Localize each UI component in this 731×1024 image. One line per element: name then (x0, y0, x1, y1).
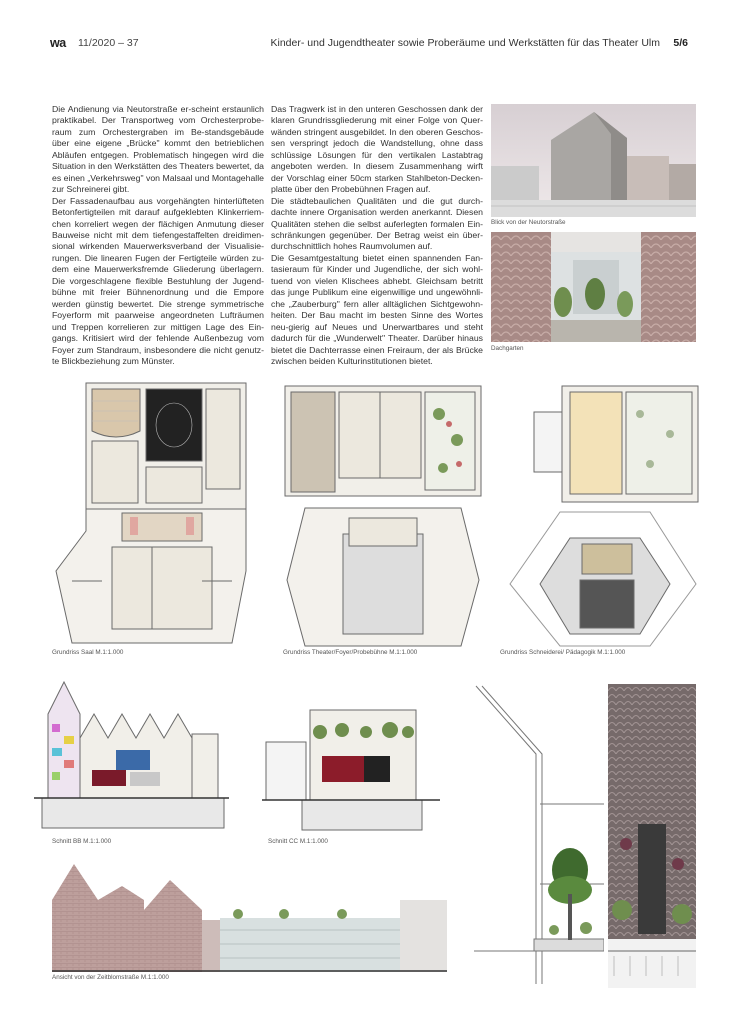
caption-plan-3: Grundriss Schneiderei/ Pädagogik M.1:1.000 (500, 649, 626, 656)
floor-plan-saal (52, 381, 252, 647)
paragraph: Die Andienung via Neutorstraße er-scheint erstaunlich praktikabel. Der Transportweg vom Orchesterprobe-raum zum Orchestergraben im Be-standsgebäude über eine eigene „Brücke" kommt den betrieblichen Abläufen entgegen. Problematisch hingegen wird die Situation in den Werkstätten des Theaters bewertet, da es einen „Verkehrsweg" von Malsaal und Montagehalle zur Schreinerei gibt. (52, 104, 264, 195)
page-header (50, 37, 688, 51)
floor-plan-schneiderei (500, 384, 700, 648)
paragraph: Der Fassadenaufbau aus vorgehängten hinterlüfteten Betonfertigteilen mit darauf aufgeklebten Klinkerriem-chen korreliert wegen der flächigen Anmutung dieser Bauweise nicht mit dem tiefengestaffelten dreidimen-sional wirkenden Mauerwerksverband der Visualisie-rungen. Die linearen Fugen der Fertigteile würden zu-dem eine Mauerwerksfremde Gliederung überlagern. Die vorgeschlagene flexible Bestuhlung der Jugend-bühne mit freier Bühnenordnung und die Empore werden günstig bewertet. Die strenge symmetrische Foyerform mit paarweise angeordneten Lufträumen und Treppen korrelieren zur mittigen Lage des Ein-gangs. Kritisiert wird der fehlende Außenbezug vom Foyer zum Standraum, insbesondere die nicht genutz-te Blickbeziehung zum Münster. (52, 195, 264, 366)
facade-detail-elevation (608, 684, 696, 988)
caption-render-2: Dachgarten (491, 345, 524, 352)
caption-section-bb: Schnitt BB M.1:1.000 (52, 838, 112, 845)
render-street-view (491, 104, 696, 217)
render-roof-garden (491, 232, 696, 342)
section-bb (34, 678, 229, 833)
floor-plan-theater-foyer (283, 384, 483, 648)
caption-plan-2: Grundriss Theater/Foyer/Probebühne M.1:1.000 (283, 649, 418, 656)
section-cc (262, 702, 440, 834)
paragraph: Das Tragwerk ist in den unteren Geschossen dank der klaren Grundrissgliederung mit einer Folge von Quer-wänden stringent ausgebildet. In den oberen Geschos-sen verspringt jedoch die Wandstellung, ohne dass schlüssige Lösungen für den vertikalen Lastabtrag angeboten werden. In diesem Zusammenhang wirft der Vorschlag einer 50cm starken Stahlbeton-Decken-platte über den Probebühnen Fragen auf. (271, 104, 483, 195)
issue-number: 11/2020 – 37 (78, 37, 139, 49)
elevation-zeitblomstrasse (52, 860, 447, 972)
paragraph: Die Gesamtgestaltung bietet einen spannenden Fan-tasieraum für Kinder und Jugendliche, der sich wohl-tuend von vielen Klischees abhebt. Gleichsam betritt das junge Publikum eine eigenwillige und ungewöhnli-che „Zauberburg" fern aller alltäglichen Sichtgewohn-heiten. Der Bau macht im besten Sinne des Wortes neu-gierig auf Neues und Unerwartbares und steht dadurch für die „Wunderwelt" Theater. Darüber hinaus bietet die Dachterrasse einen Freiraum, der als Brücke zwischen beiden Kulturinstitutionen bietet. (271, 252, 483, 366)
text-column-2 (271, 104, 483, 367)
facade-detail-section (474, 684, 604, 988)
text-column-1 (52, 104, 264, 367)
paragraph: Die städtebaulichen Qualitäten und die gut durch-dachte innere Organisation werden anerkannt. Diesen Qualitäten stehen die selbst auferlegten formalen Ein-schränkungen gegenüber. Der Betrag weist ein über-durchschnittlich hohes Raumvolumen auf. (271, 195, 483, 252)
magazine-logo: wa (50, 36, 66, 50)
caption-render-1: Blick von der Neutorstraße (491, 219, 566, 226)
page-number: 5/6 (673, 37, 688, 49)
caption-plan-1: Grundriss Saal M.1:1.000 (52, 649, 124, 656)
caption-section-cc: Schnitt CC M.1:1.000 (268, 838, 328, 845)
article-title: Kinder- und Jugendtheater sowie Proberäume und Werkstätten für das Theater Ulm (270, 37, 660, 49)
caption-elevation: Ansicht von der Zeitblomstraße M.1:1.000 (52, 974, 169, 981)
